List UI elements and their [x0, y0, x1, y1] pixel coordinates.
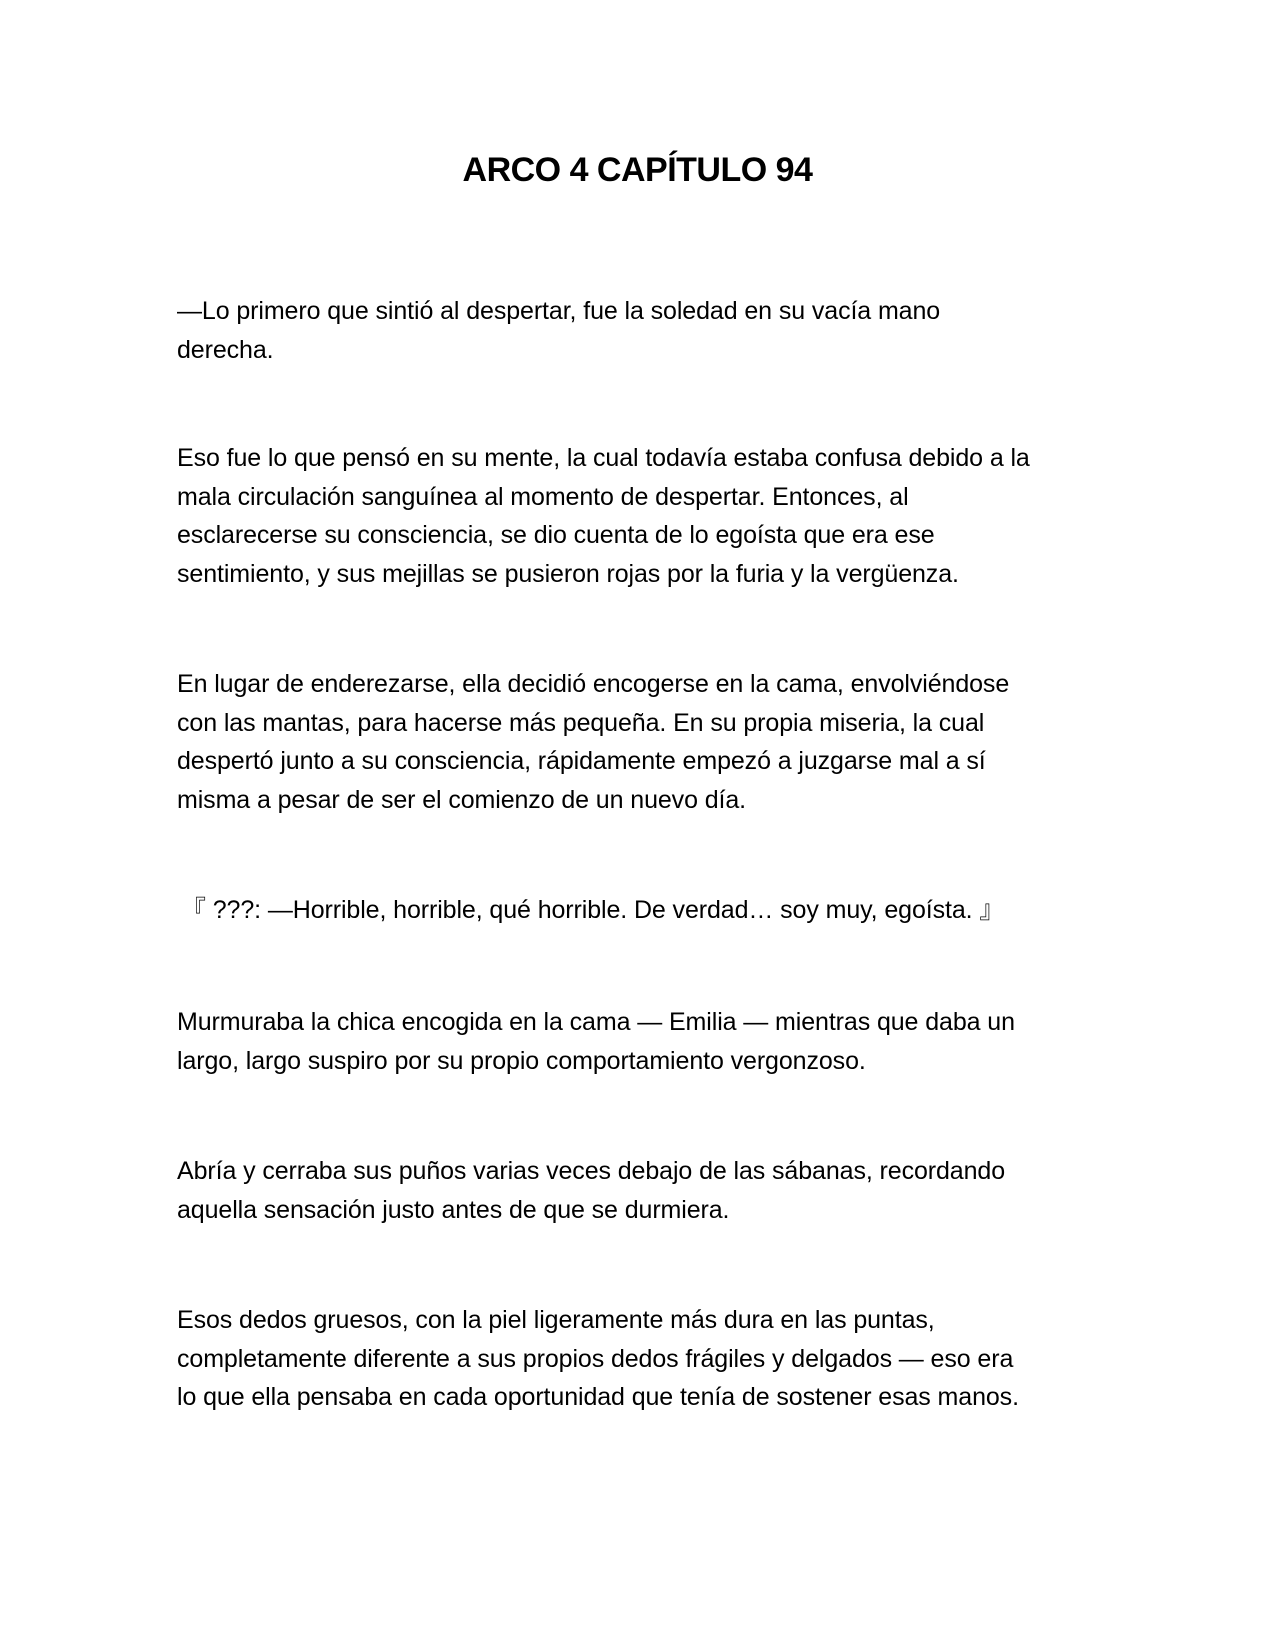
- paragraph-line: Abría y cerraba sus puños varias veces debajo de las sábanas, recordando: [177, 1157, 1006, 1185]
- paragraph-line: 『 ???: —Horrible, horrible, qué horrible. De verdad… soy muy, egoísta. 』: [181, 896, 1005, 924]
- paragraph-line: lo que ella pensaba en cada oportunidad que tenía de sostener esas manos.: [177, 1383, 1019, 1411]
- paragraph-line: completamente diferente a sus propios dedos frágiles y delgados — eso era: [177, 1344, 1014, 1373]
- paragraph-line: —Lo primero que sintió al despertar, fue la soledad en su vacía mano: [177, 297, 941, 325]
- dialogue-line: [177, 891, 1097, 930]
- paragraph: [177, 292, 1097, 369]
- paragraph-line: esclarecerse su consciencia, se dio cuenta de lo egoísta que era ese: [177, 521, 935, 549]
- paragraph-line: despertó junto a su consciencia, rápidamente empezó a juzgarse mal a sí: [177, 747, 986, 775]
- paragraph-line: En lugar de enderezarse, ella decidió encogerse en la cama, envolviéndose: [177, 670, 1010, 698]
- chapter-title: ARCO 4 CAPÍTULO 94: [462, 151, 813, 189]
- paragraph-line: aquella sensación justo antes de que se durmiera.: [177, 1195, 730, 1224]
- paragraph: [177, 1003, 1097, 1080]
- paragraph-line: Murmuraba la chica encogida en la cama — Emilia — mientras que daba un: [177, 1008, 1015, 1036]
- paragraph-line: Eso fue lo que pensó en su mente, la cual todavía estaba confusa debido a la: [177, 444, 1030, 472]
- paragraph-line: mala circulación sanguínea al momento de despertar. Entonces, al: [177, 482, 909, 511]
- paragraph-line: misma a pesar de ser el comienzo de un nuevo día.: [177, 785, 747, 814]
- paragraph: [177, 439, 1097, 593]
- paragraph-line: con las mantas, para hacerse más pequeña. En su propia miseria, la cual: [177, 708, 985, 737]
- paragraph: [177, 1152, 1097, 1229]
- paragraph-line: derecha.: [177, 335, 274, 364]
- paragraph-line: Esos dedos gruesos, con la piel ligeramente más dura en las puntas,: [177, 1306, 935, 1334]
- paragraph: [177, 1301, 1097, 1417]
- paragraph-line: sentimiento, y sus mejillas se pusieron rojas por la furia y la vergüenza.: [177, 559, 959, 588]
- paragraph-line: largo, largo suspiro por su propio comportamiento vergonzoso.: [177, 1046, 866, 1075]
- paragraph: [177, 665, 1097, 819]
